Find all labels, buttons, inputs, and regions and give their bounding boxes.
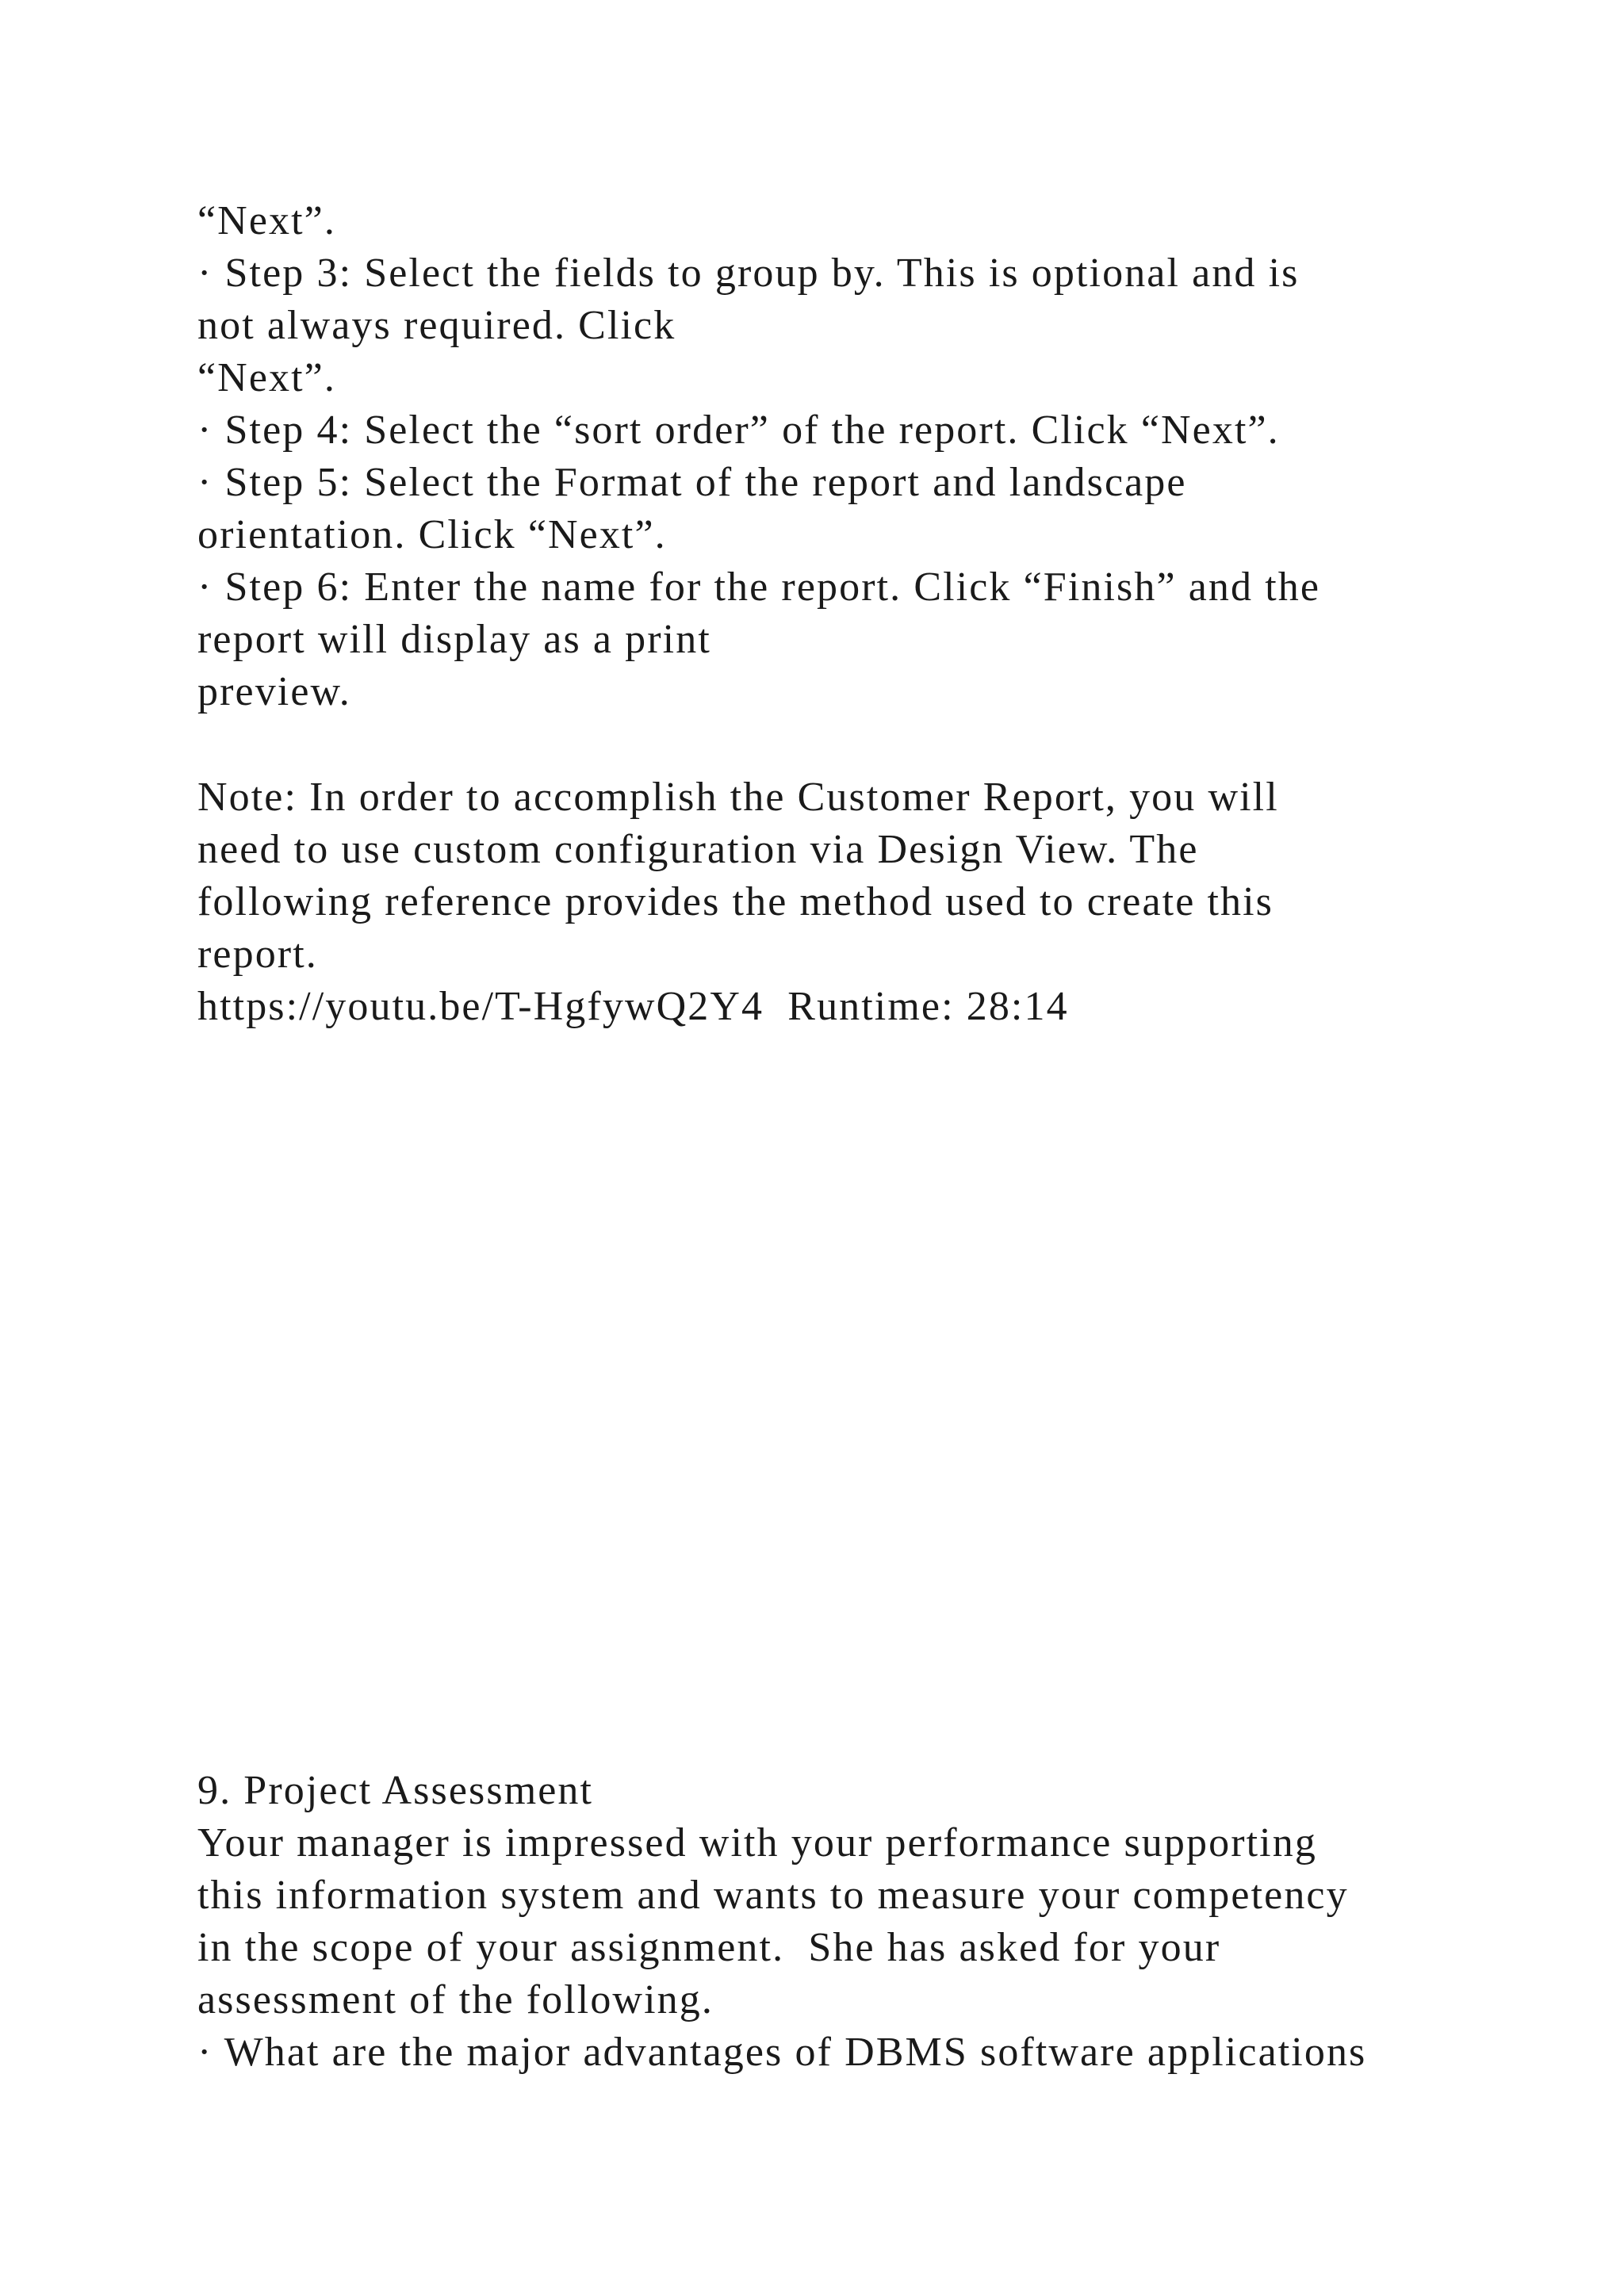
paragraph-line: in the scope of your assignment. She has asked for your — [197, 1925, 1221, 1970]
text-line: orientation. Click “Next”. — [197, 512, 667, 557]
note-line: need to use custom configuration via Design View. The — [197, 827, 1199, 872]
question-bullet: · What are the major advantages of DBMS software applications — [197, 2030, 1367, 2075]
note-line: following reference provides the method used to create this — [197, 879, 1274, 924]
text-line: “Next”. — [197, 198, 336, 243]
paragraph-line: this information system and wants to measure your competency — [197, 1873, 1349, 1918]
section-heading: 9. Project Assessment — [197, 1768, 594, 1813]
text-line: not always required. Click — [197, 303, 676, 348]
text-line: report will display as a print — [197, 617, 711, 662]
note-line: Note: In order to accomplish the Customer Report, you will — [197, 775, 1279, 820]
step-6-line: · Step 6: Enter the name for the report. Click “Finish” and the — [197, 564, 1321, 610]
step-3-line: · Step 3: Select the fields to group by. This is optional and is — [197, 251, 1300, 296]
paragraph-line: Your manager is impressed with your performance supporting — [197, 1820, 1317, 1866]
paragraph-line: assessment of the following. — [197, 1977, 714, 2022]
step-5-line: · Step 5: Select the Format of the report and landscape — [197, 460, 1187, 505]
step-4-line: · Step 4: Select the “sort order” of the report. Click “Next”. — [197, 408, 1280, 453]
note-line: report. — [197, 932, 318, 977]
reference-link: https://youtu.be/T-HgfywQ2Y4 Runtime: 28:14 — [197, 984, 1069, 1029]
text-line: “Next”. — [197, 355, 336, 400]
text-line: preview. — [197, 669, 351, 714]
